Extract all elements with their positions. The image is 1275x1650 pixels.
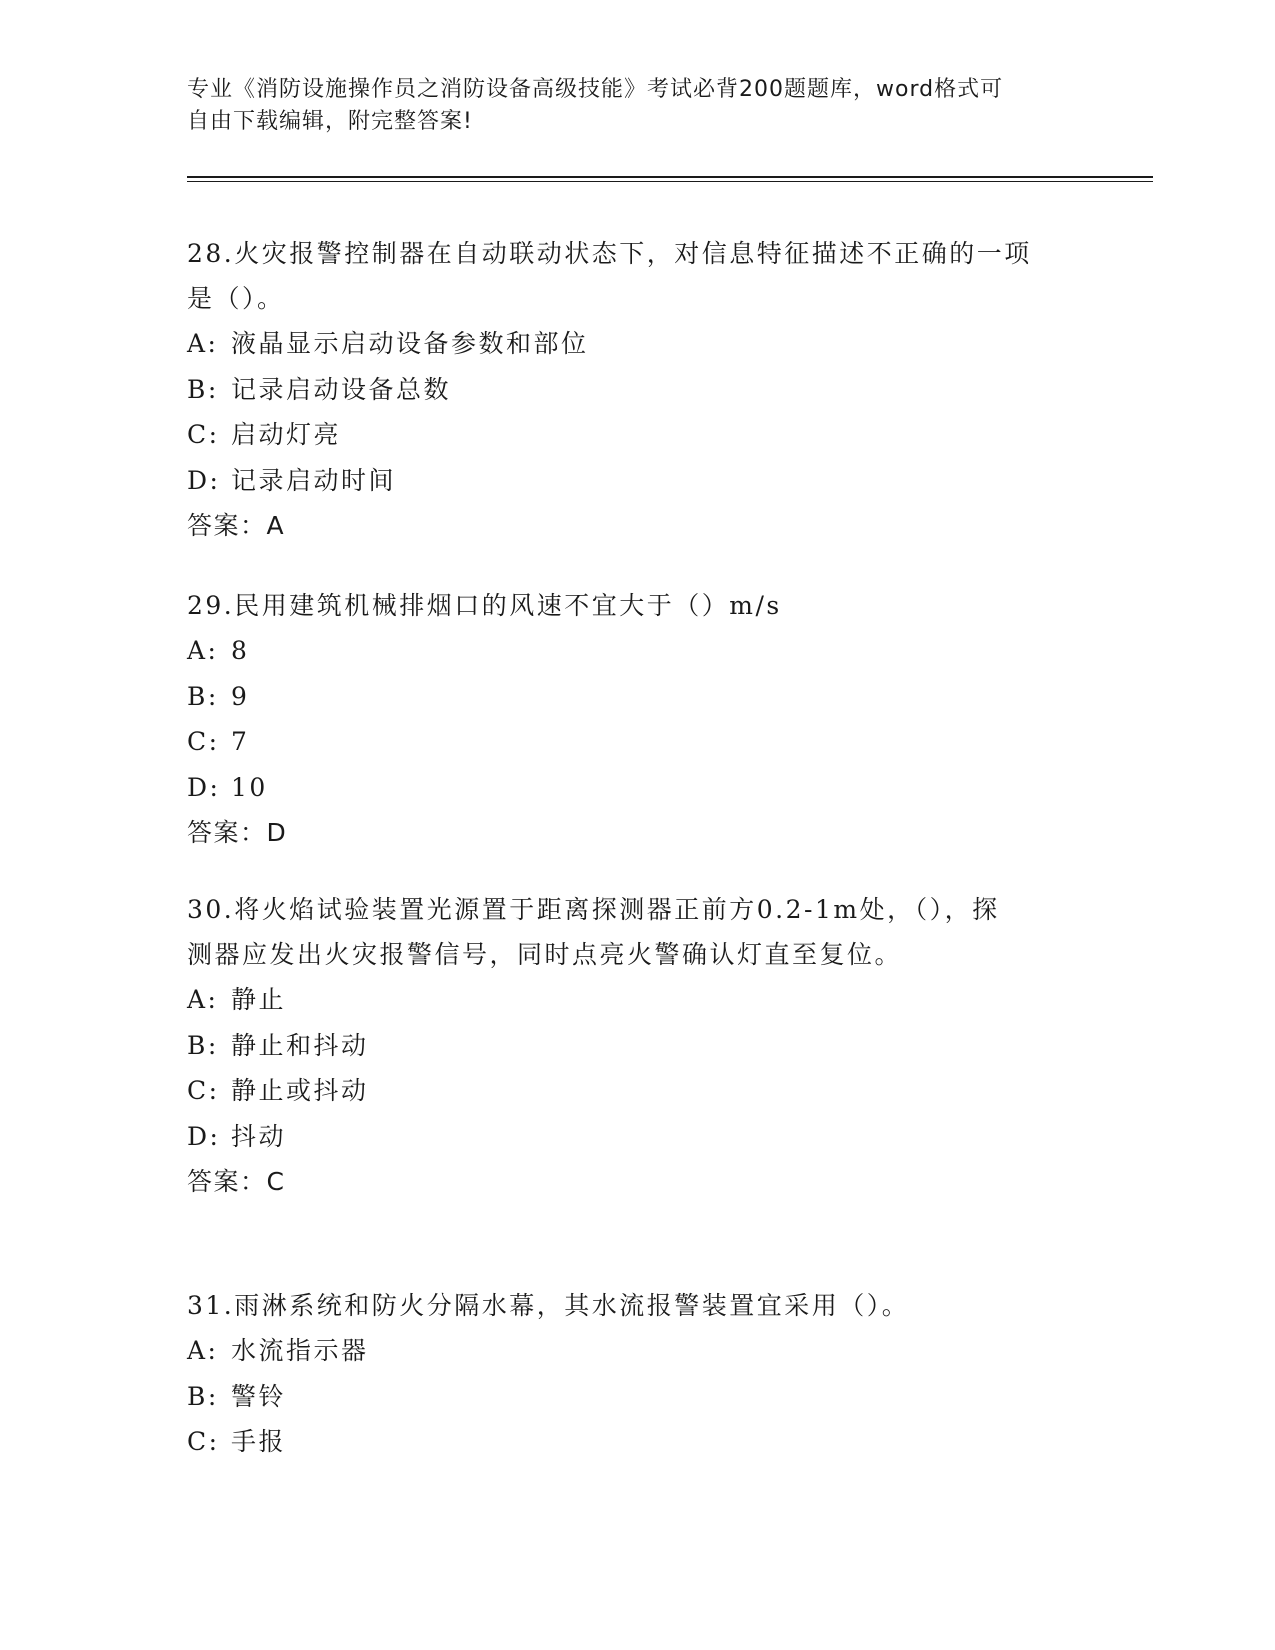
option-c (187, 412, 1087, 458)
option-text: 记录启动时间 (231, 465, 397, 495)
option-text: 水流指示器 (231, 1336, 369, 1365)
option-letter: C: (187, 1427, 220, 1456)
option-a (187, 628, 1087, 674)
option-text: 手报 (231, 1427, 287, 1456)
question-29 (187, 583, 1087, 855)
option-letter: A: (187, 1336, 219, 1365)
question-28 (187, 231, 1087, 548)
option-d (187, 765, 1087, 811)
option-text: 10 (231, 772, 268, 802)
answer-label: 答案：C (187, 1167, 286, 1196)
answer-label: 答案：D (187, 818, 288, 847)
question-stem: 31.雨淋系统和防火分隔水幕，其水流报警装置宜采用（）。 (187, 1291, 910, 1320)
option-text: 7 (231, 727, 250, 756)
question-31 (187, 1283, 1087, 1465)
option-b (187, 1023, 1087, 1069)
header-divider-thick (187, 176, 1153, 178)
document-header (187, 74, 1087, 138)
option-letter: A: (187, 636, 219, 665)
option-letter: B: (187, 681, 219, 711)
option-text: 静止或抖动 (231, 1076, 369, 1105)
option-letter: D: (187, 1121, 221, 1151)
option-d (187, 1114, 1087, 1160)
header-divider-thin (187, 181, 1153, 182)
option-b (187, 674, 1087, 720)
question-stem: 测器应发出火灾报警信号，同时点亮火警确认灯直至复位。 (187, 940, 903, 969)
header-line-1: 专业《消防设施操作员之消防设备高级技能》考试必背200题题库，word格式可 (187, 77, 1004, 102)
option-letter: B: (187, 1381, 219, 1411)
option-letter: C: (187, 1076, 220, 1105)
option-a (187, 977, 1087, 1023)
option-text: 液晶显示启动设备参数和部位 (231, 329, 589, 358)
option-text: 8 (231, 636, 250, 665)
option-text: 警铃 (231, 1381, 287, 1411)
option-letter: A: (187, 985, 219, 1014)
option-letter: B: (187, 1030, 219, 1060)
question-stem: 30.将火焰试验装置光源置于距离探测器正前方0.2-1m处，（），探 (187, 895, 1000, 924)
option-b (187, 1374, 1087, 1420)
question-stem: 28.火灾报警控制器在自动联动状态下，对信息特征描述不正确的一项 (187, 239, 1032, 268)
option-letter: B: (187, 374, 219, 404)
option-a (187, 1328, 1087, 1374)
option-letter: C: (187, 420, 220, 449)
option-letter: D: (187, 465, 221, 495)
question-stem: 是（）。 (187, 284, 285, 313)
option-text: 启动灯亮 (231, 420, 342, 449)
option-c (187, 1068, 1087, 1114)
option-letter: A: (187, 329, 219, 358)
question-stem: 29.民用建筑机械排烟口的风速不宜大于（）m/s (187, 591, 782, 620)
option-text: 抖动 (231, 1121, 287, 1151)
option-text: 静止和抖动 (231, 1030, 369, 1060)
option-d (187, 458, 1087, 504)
option-text: 9 (231, 681, 250, 711)
option-a (187, 321, 1087, 367)
option-letter: D: (187, 772, 221, 802)
option-text: 静止 (231, 985, 287, 1014)
option-letter: C: (187, 727, 220, 756)
option-c (187, 1419, 1087, 1465)
option-c (187, 719, 1087, 765)
answer-label: 答案：A (187, 511, 286, 540)
option-text: 记录启动设备总数 (231, 374, 452, 404)
header-line-2: 自由下载编辑，附完整答案! (187, 109, 473, 134)
option-b (187, 367, 1087, 413)
question-30 (187, 887, 1087, 1204)
